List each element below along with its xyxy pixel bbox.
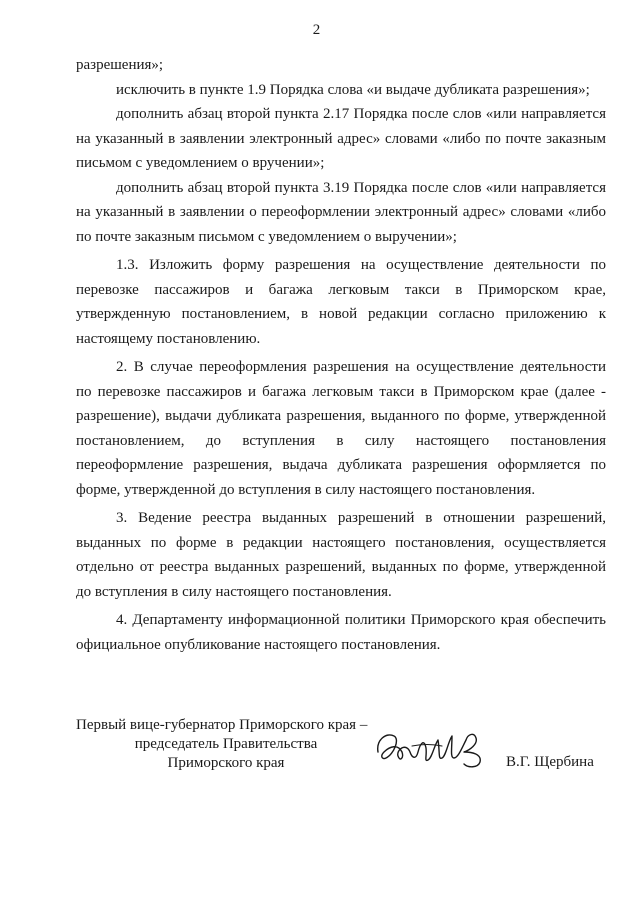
signatory-title-line1: Первый вице-губернатор Приморского края – xyxy=(76,717,368,733)
paragraph-amend-2-17: дополнить абзац второй пункта 2.17 Порядка после слов «или направляется на указанный в заявлении электронный адрес» словами «либо по почте заказным письмом с уведомлением о вручении»; xyxy=(76,106,606,171)
paragraph-1-3: 1.3. Изложить форму разрешения на осуществление деятельности по перевозке пассажиров и багажа легковым такси в Приморском крае, утвержденную постановлением, в новой редакции согласно приложению к настоящему постановлению. xyxy=(76,257,606,347)
signatory-position xyxy=(76,716,376,773)
paragraph-4: 4. Департаменту информационной политики Приморского края обеспечить официальное опубликование настоящего постановления. xyxy=(76,612,606,653)
paragraph-3: 3. Ведение реестра выданных разрешений в отношении разрешений, выданных по форме в редакции настоящего постановления, осуществляется отдельно от реестра выданных разрешений, выданных по форме, утвержденной до вступления в силу настоящего постановления. xyxy=(76,510,606,600)
document-body xyxy=(76,53,606,657)
page-number: 2 xyxy=(312,22,321,38)
paragraph-exclude-1-9: исключить в пункте 1.9 Порядка слова «и выдаче дубликата разрешения»; xyxy=(116,81,590,98)
signatory-title-line2: председатель Правительства xyxy=(134,736,318,752)
handwritten-signature xyxy=(372,722,502,772)
signatory-title-line3: Приморского края xyxy=(167,755,285,771)
signer-name: В.Г. Щербина xyxy=(506,754,594,770)
paragraph-amend-3-19: дополнить абзац второй пункта 3.19 Порядка после слов «или направляется на указанный в заявлении о переоформлении электронный адрес» словами «либо по почте заказным письмом с уведомлением о выручении»; xyxy=(76,179,606,245)
paragraph-continuation: разрешения»; xyxy=(76,57,164,73)
paragraph-2: 2. В случае переоформления разрешения на осуществление деятельности по перевозке пассажиров и багажа легковым такси в Приморском крае (далее - разрешение), выдачи дубликата разрешения, выданного по форме, утвержденной постановлением, до вступления в силу настоящего постановления переоформление разрешения, выдача дубликата разрешения оформляется по форме, утвержденной до вступления в силу настоящего постановления. xyxy=(76,359,606,498)
